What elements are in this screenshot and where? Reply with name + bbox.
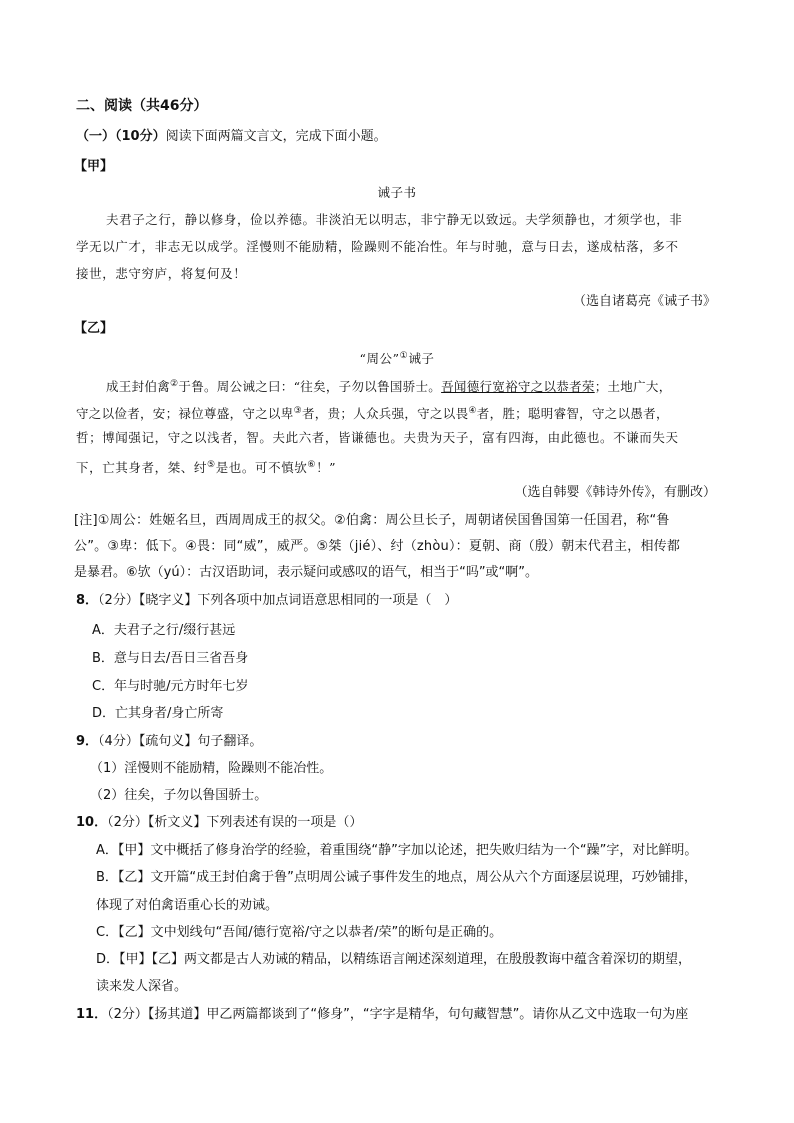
jia-source: （选自诸葛亮《诫子书》	[572, 294, 716, 309]
yi-title	[0, 347, 794, 368]
yi-text: 是也。可不慎欤	[215, 460, 308, 476]
yi-text: 成王封伯禽	[106, 379, 171, 395]
yi-line-4	[76, 456, 336, 477]
jia-line-2: 学无以广才，非志无以成学。淫慢则不能励精，险躁则不能冶性。年与时驰，意与日去，遂成枯落，多不	[76, 239, 679, 254]
yi-line-2	[76, 402, 669, 423]
yi-text: 下，亡其身者，桀、纣	[76, 460, 208, 476]
question-9-stem	[76, 733, 262, 751]
part1-instruction: 阅读下面两篇文言文，完成下面小题。	[165, 129, 387, 144]
question-text: （4分）【疏句义】句子翻译。	[98, 734, 263, 749]
q8-option-a: A．夫君子之行/缀行甚远	[92, 623, 236, 638]
yi-source: （选自韩婴《韩诗外传》，有删改）	[514, 485, 716, 500]
yi-line-3: 哲；博闻强记，守之以浅者，智。夫此六者，皆谦德也。夫贵为天子，富有四海，由此德也。不谦而失天	[76, 430, 679, 445]
jia-line-1: 夫君子之行，静以修身，俭以养德。非淡泊无以明志，非宁静无以致远。夫学须静也，才须学也，非	[106, 212, 683, 227]
question-number: 8．	[76, 593, 99, 608]
yi-text: 者，胜；聪明睿智，守之以愚者，	[476, 406, 669, 422]
section-title: 二、阅读（共46分）	[76, 98, 208, 114]
q9-item-2: （2）往矣，子勿以鲁国骄士。	[90, 788, 268, 803]
notes-line-2: 公”。③卑：低下。④畏：同“威”，威严。⑤桀（jié）、纣（zhòu）：夏朝、商（殷）朝末代君主，相传都	[74, 539, 681, 554]
yi-text: ；土地广大，	[594, 379, 672, 395]
part1-header	[76, 128, 387, 146]
notes-line-1: [注]①周公：姓姬名旦，西周周成王的叔父。②伯禽：周公旦长子，周朝诸侯国鲁国第一任国君，称“鲁	[74, 513, 670, 528]
q10-option-a: A．【甲】文中概括了修身治学的经验，着重围绕“静”字加以论述，把失败归结为一个“躁”字，对比鲜明。	[96, 843, 698, 858]
yi-text: 于鲁。周公诫之曰：“往矣，子勿以鲁国骄士。	[178, 379, 442, 395]
yi-title-part-b: 诫子	[408, 351, 435, 367]
note-marker: ④	[468, 406, 477, 416]
yi-title-part-a: “周公”	[359, 351, 400, 367]
question-text: （2分）【析文义】下列表述有误的一项是（）	[107, 815, 363, 830]
q10-option-b: B．【乙】文开篇“成王封伯禽于鲁”点明周公诫子事件发生的地点，周公从六个方面逐层说理，巧妙铺排，	[96, 870, 697, 885]
jia-line-3: 接世，悲守穷庐，将复何及！	[76, 266, 247, 281]
yi-text: 者，贵；人众兵强，守之以畏	[301, 406, 469, 422]
q8-option-d: D．亡其身者/身亡所寄	[92, 706, 224, 721]
question-number: 10．	[76, 815, 108, 830]
q10-option-c: C．【乙】文中划线句“吾闻/德行宽裕/守之以恭者/荣”的断句是正确的。	[96, 925, 503, 940]
underlined-sentence: 吾闻德行宽裕守之以恭者荣	[441, 379, 595, 395]
question-text: （2分）【晓字义】下列各项中加点词语意思相同的一项是（ ）	[98, 593, 458, 608]
notes-line-3: 是暴君。⑥欤（yú）：古汉语助词，表示疑问或感叹的语气，相当于“吗”或“啊”。	[74, 565, 539, 580]
q8-option-c: C．年与时驰/元方时年七岁	[92, 679, 249, 694]
q9-item-1: （1）淫慢则不能励精，险躁则不能冶性。	[90, 761, 333, 776]
question-number: 11．	[76, 1007, 108, 1022]
yi-text: ！”	[316, 460, 337, 476]
label-jia: 【甲】	[74, 159, 114, 174]
note-marker: ①	[399, 351, 409, 361]
label-yi: 【乙】	[74, 321, 114, 336]
question-11-stem	[76, 1006, 688, 1024]
yi-line-1	[106, 375, 672, 396]
jia-title: 诫子书	[377, 185, 417, 200]
question-text: （2分）【扬其道】甲乙两篇都谈到了“修身”，“字字是精华，句句藏智慧”。请你从乙文中选取一句为座	[107, 1007, 689, 1022]
question-10-stem	[76, 814, 362, 832]
note-marker: ⑥	[307, 460, 317, 470]
q10-option-b-cont: 体现了对伯禽语重心长的劝诫。	[96, 898, 279, 913]
question-8-stem	[76, 592, 457, 610]
q10-option-d-cont: 读来发人深省。	[96, 979, 188, 994]
part1-score: （一）（10分）	[76, 129, 166, 144]
yi-text: 守之以俭者，安；禄位尊盛，守之以卑	[76, 406, 294, 422]
question-number: 9．	[76, 734, 99, 749]
q8-option-b: B．意与日去/吾日三省吾身	[92, 651, 249, 666]
note-marker: ③	[293, 406, 302, 416]
q10-option-d: D．【甲】【乙】两文都是古人劝诫的精品，以精练语言阐述深刻道理，在殷殷教诲中蕴含着深切的期望，	[96, 952, 692, 967]
note-marker: ⑤	[207, 460, 216, 470]
note-marker: ②	[170, 379, 179, 389]
